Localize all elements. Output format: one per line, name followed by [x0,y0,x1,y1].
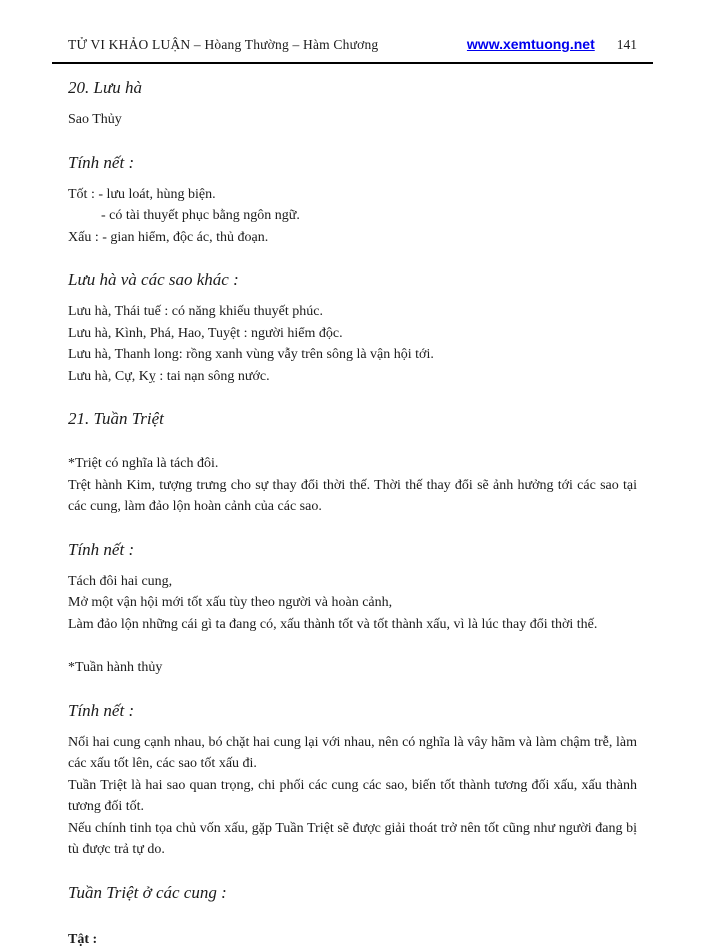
header-rule [52,62,653,64]
body-line: Lưu hà, Cự, Kỵ : tai nạn sông nước. [68,366,637,388]
body-line: Lưu hà, Kình, Phá, Hao, Tuyệt : người hiểm độc. [68,323,637,345]
body-line: Lưu hà, Thanh long: rồng xanh vùng vẫy trên sông là vận hội tới. [68,344,637,366]
subsection-heading-cac-cung: Tuần Triệt ở các cung : [68,881,637,905]
body-paragraph: Trệt hành Kim, tượng trưng cho sự thay đổi thời thế. Thời thế thay đổi sẽ ảnh hưởng tới các sao tại các cung, làm đảo lộn hoàn cảnh của các sao. [68,475,637,518]
body-line: Mở một vận hội mới tốt xấu tùy theo người và hoàn cảnh, [68,592,637,614]
website-link[interactable]: www.xemtuong.net [467,36,595,52]
section-heading-tuan-triet: 21. Tuần Triệt [68,407,637,431]
body-paragraph: Nối hai cung cạnh nhau, bó chặt hai cung lại với nhau, nên có nghĩa là vây hãm và làm chậm trễ, làm các xấu tốt lên, các sao tốt xấu đi. [68,732,637,775]
body-line: Tốt : - lưu loát, hùng biện. [68,184,637,206]
page-header [68,36,637,53]
section-heading-luu-ha: 20. Lưu hà [68,76,637,100]
book-title: TỬ VI KHẢO LUẬN – Hòang Thường – Hàm Chương [68,37,378,53]
header-right [467,36,637,53]
body-line: Làm đảo lộn những cái gì ta đang có, xấu thành tốt và tốt thành xấu, vì là lúc thay đổi thời thế. [68,614,637,636]
subsection-heading-sao-khac: Lưu hà và các sao khác : [68,268,637,292]
body-line: Tách đôi hai cung, [68,571,637,593]
body-paragraph: Tuần Triệt là hai sao quan trọng, chi phối các cung các sao, biến tốt thành tương đối xấu, xấu thành tương đối tốt. [68,775,637,818]
document-content [68,76,637,950]
body-paragraph: Nếu chính tinh tọa chủ vốn xấu, gặp Tuần Triệt sẽ được giải thoát trở nên tốt cũng như người đang bị tù được trả tự do. [68,818,637,861]
body-line: Xấu : - gian hiểm, độc ác, thủ đoạn. [68,227,637,249]
body-line-bold: Tật : [68,929,637,950]
body-line: *Triệt có nghĩa là tách đôi. [68,453,637,475]
body-line: Sao Thủy [68,109,637,131]
body-line: Lưu hà, Thái tuế : có năng khiếu thuyết phúc. [68,301,637,323]
subsection-heading-tinh-net: Tính nết : [68,699,637,723]
subsection-heading-tinh-net: Tính nết : [68,151,637,175]
subsection-heading-tinh-net: Tính nết : [68,538,637,562]
body-line: *Tuần hành thủy [68,657,637,679]
page-number: 141 [617,37,637,53]
body-line-indented: - có tài thuyết phục bằng ngôn ngữ. [68,205,637,227]
